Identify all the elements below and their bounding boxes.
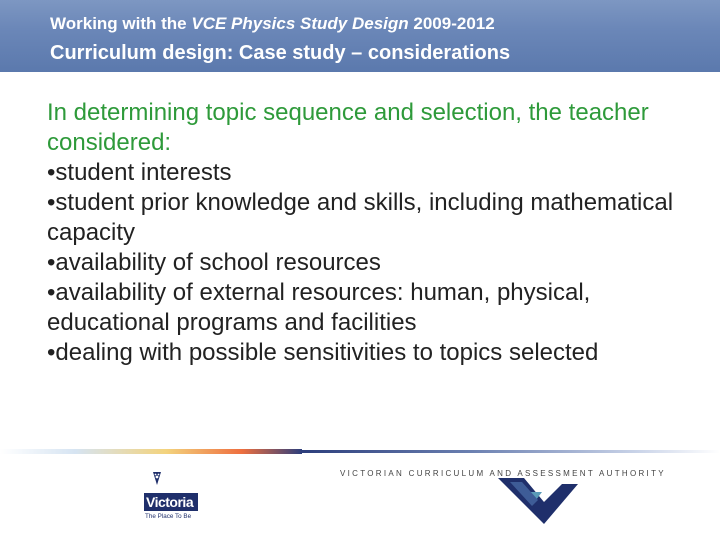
slide-title: Curriculum design: Case study – considerations (50, 42, 511, 64)
bullet-item: •availability of school resources (47, 249, 381, 276)
supertitle-suffix: 2009-2012 (408, 14, 495, 33)
vcaa-logo (498, 478, 578, 526)
victoria-logo (144, 470, 198, 520)
slide-supertitle (50, 14, 495, 34)
title-banner (0, 0, 720, 72)
vcaa-chevron-icon (498, 478, 578, 524)
footer-divider (0, 449, 720, 454)
intro-text: In determining topic sequence and selection, the teacher considered: (47, 99, 649, 156)
bullet-item: •availability of external resources: human, physical, educational programs and facilities (47, 279, 591, 336)
divider-gradient-left (0, 449, 302, 454)
victoria-wordmark: Victoria (146, 494, 194, 510)
supertitle-prefix: Working with the (50, 14, 192, 33)
bullet-item: •dealing with possible sensitivities to topics selected (47, 339, 599, 366)
supertitle-italic: VCE Physics Study Design (191, 14, 409, 33)
vcaa-wordmark: VICTORIAN CURRICULUM AND ASSESSMENT AUTHORITY (340, 469, 666, 478)
divider-gradient-right (302, 450, 720, 453)
victoria-tagline: The Place To Be (145, 513, 192, 520)
slide-body (47, 98, 697, 368)
bullet-item: •student interests (47, 159, 232, 186)
bullet-item: •student prior knowledge and skills, including mathematical capacity (47, 189, 674, 246)
